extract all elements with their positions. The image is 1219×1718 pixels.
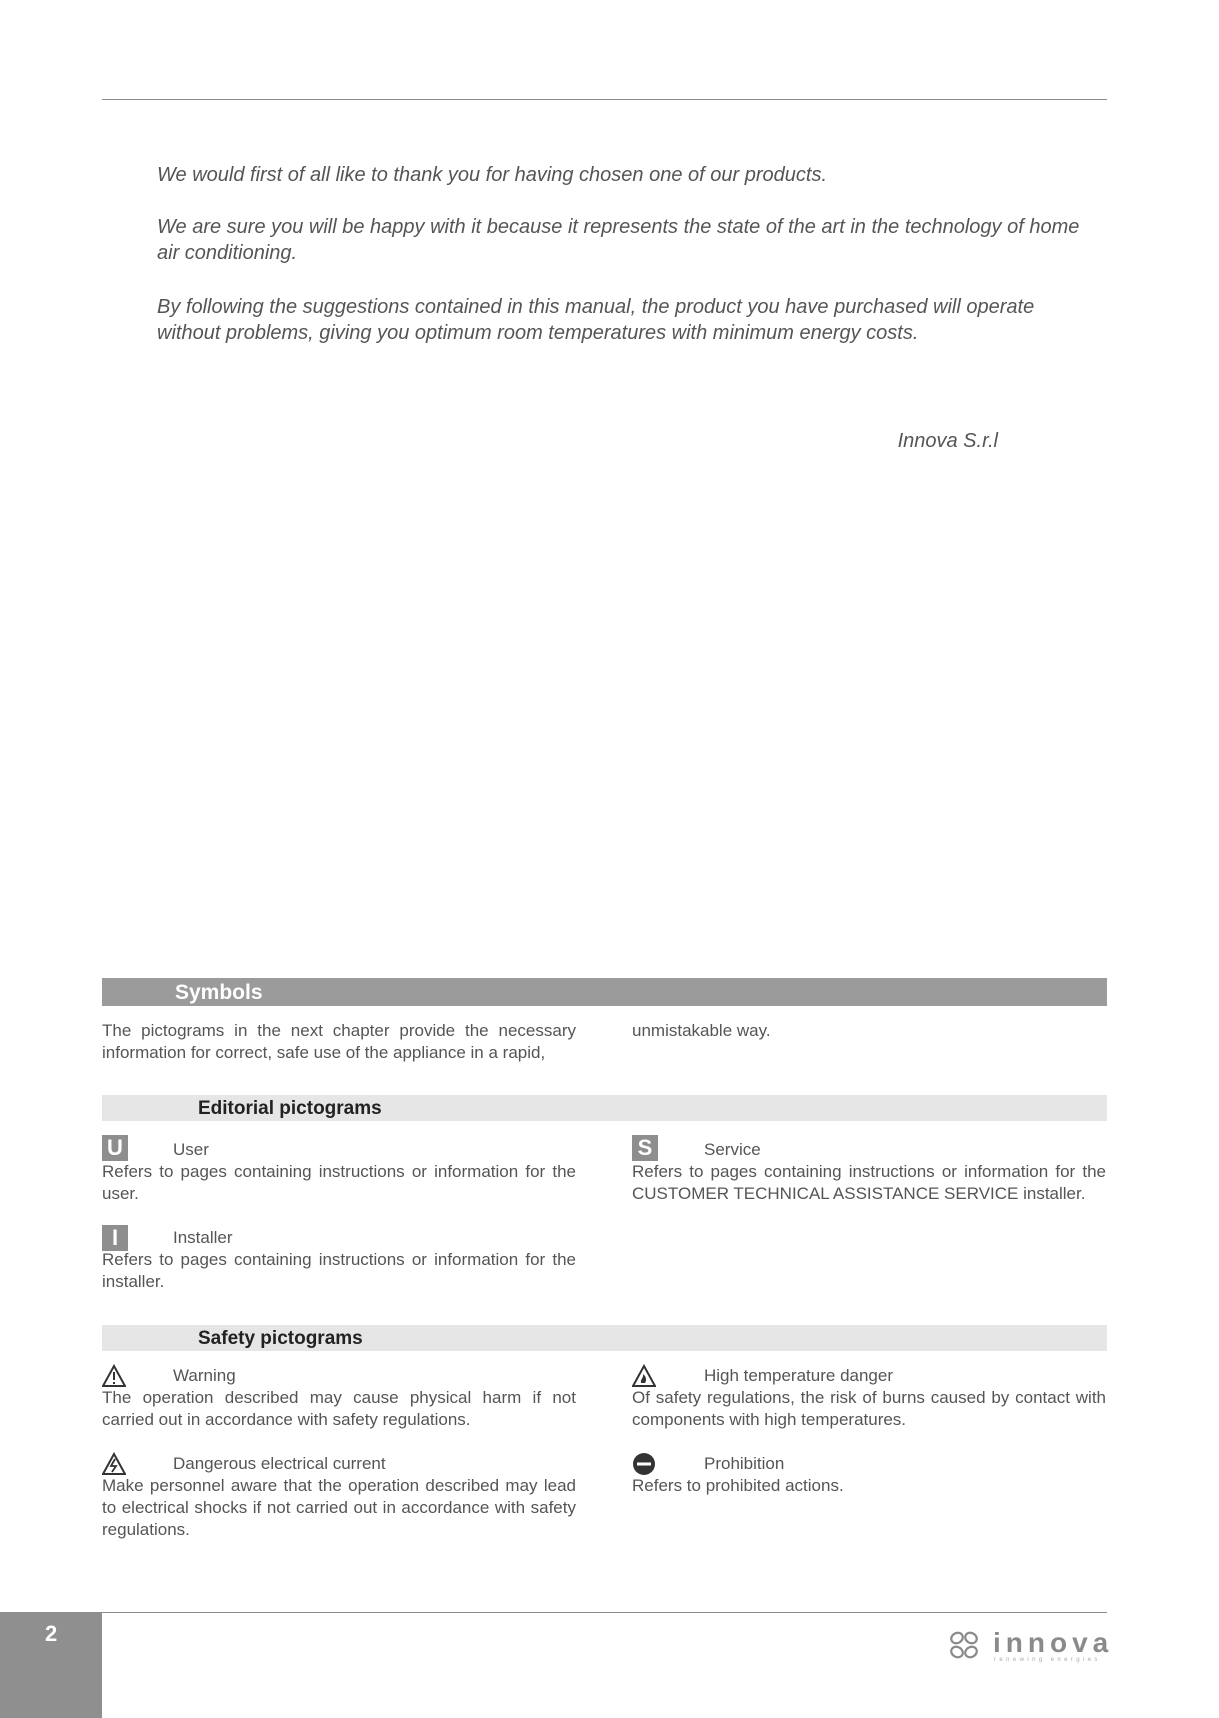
page-number: 2 — [45, 1621, 58, 1646]
warning-title: Warning — [173, 1366, 236, 1385]
logo-tagline: renewing energies — [994, 1657, 1101, 1663]
service-icon: S — [632, 1135, 658, 1161]
service-title: Service — [704, 1140, 761, 1159]
intro-paragraph-1: We would first of all like to thank you for having chosen one of our products. — [157, 164, 827, 186]
user-desc: Refers to pages containing instructions or information for the user. — [102, 1162, 576, 1203]
user-title: User — [173, 1140, 209, 1159]
service-desc: Refers to pages containing instructions or information for the CUSTOMER TECHNICAL ASSISTANCE SERVICE installer. — [632, 1162, 1106, 1203]
header-rule — [102, 99, 1107, 100]
prohibition-title: Prohibition — [704, 1454, 785, 1473]
prohibition-desc: Refers to prohibited actions. — [632, 1476, 844, 1495]
safety-section-header — [102, 1325, 1107, 1351]
electrical-title: Dangerous electrical current — [173, 1454, 386, 1473]
warning-desc: The operation described may cause physical harm if not carried out in accordance with safety regulations. — [102, 1388, 576, 1429]
butterfly-logo-icon — [946, 1627, 982, 1663]
high-temperature-title: High temperature danger — [704, 1366, 894, 1385]
installer-icon: I — [102, 1225, 128, 1251]
prohibition-icon — [632, 1452, 656, 1476]
symbols-text-left: The pictograms in the next chapter provide the necessary information for correct, safe use of the appliance in a rapid, — [102, 1021, 576, 1062]
electrical-desc: Make personnel aware that the operation described may lead to electrical shocks if not carried out in accordance with safety regulations. — [102, 1476, 576, 1539]
user-icon: U — [102, 1135, 128, 1161]
installer-desc: Refers to pages containing instructions or information for the installer. — [102, 1250, 576, 1291]
safety-title: Safety pictograms — [198, 1328, 363, 1349]
symbols-title: Symbols — [175, 981, 263, 1004]
installer-title: Installer — [173, 1228, 233, 1247]
page-number-box — [0, 1612, 102, 1718]
footer-rule — [102, 1612, 1107, 1613]
high-temperature-icon — [632, 1364, 656, 1388]
editorial-title: Editorial pictograms — [198, 1098, 382, 1119]
innova-logo — [946, 1625, 1114, 1667]
editorial-section-header — [102, 1095, 1107, 1121]
intro-paragraph-3: By following the suggestions contained in this manual, the product you have purchased will operate without problems, giving you optimum room temperatures with minimum energy costs. — [157, 296, 1035, 344]
symbols-text-right: unmistakable way. — [632, 1021, 771, 1040]
company-signature: Innova S.r.l — [897, 430, 998, 452]
logo-wordmark: innova — [993, 1627, 1114, 1658]
symbols-section-header — [102, 978, 1107, 1006]
high-temperature-desc: Of safety regulations, the risk of burns caused by contact with components with high temperatures. — [632, 1388, 1106, 1429]
electrical-warning-icon — [102, 1452, 126, 1476]
warning-triangle-icon — [102, 1364, 126, 1388]
intro-paragraph-2: We are sure you will be happy with it because it represents the state of the art in the technology of home air conditioning. — [157, 216, 1080, 264]
